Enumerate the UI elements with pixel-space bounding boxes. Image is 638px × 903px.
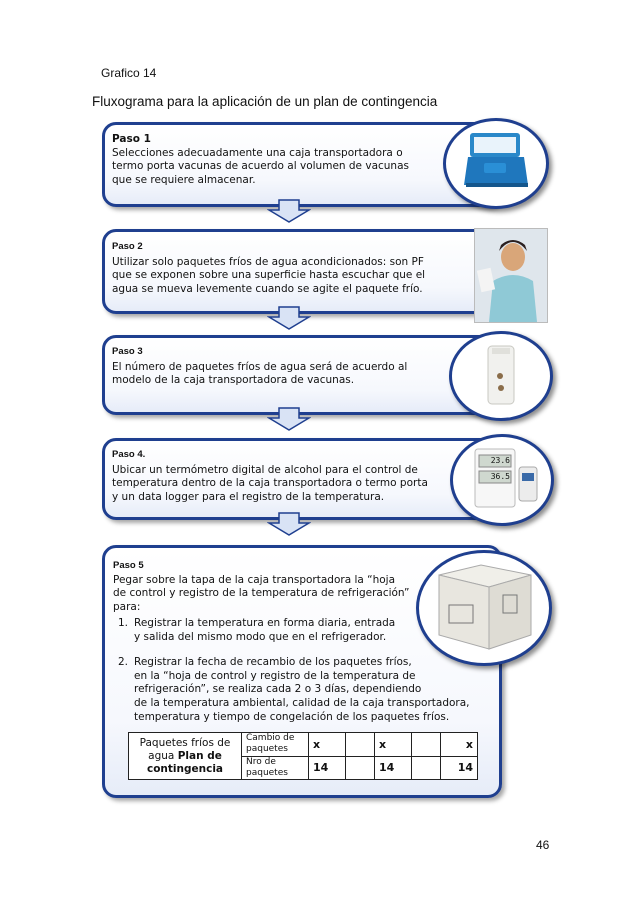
table-cell: 14 [375, 756, 412, 780]
table-cell [412, 756, 441, 780]
cooler-box-image [443, 118, 549, 209]
table-cell: x [309, 733, 346, 757]
step-5-list [110, 617, 470, 724]
table-row [129, 733, 478, 757]
table-cell: x [375, 733, 412, 757]
step-4-label: Paso 4. [112, 449, 146, 460]
thermometer-reading-1: 23.6 [490, 456, 510, 465]
arrow-down-icon [267, 407, 311, 431]
thermometer-datalogger-image [450, 434, 554, 526]
step-2-text: Utilizar solo paquetes fríos de agua acondicionados: son PF que se exponen sobre una superficie hasta escuchar que el agua se mueva levemente cuando se agite el paquete frío. [112, 256, 426, 295]
figure-caption: Grafico 14 [101, 66, 157, 80]
table-cell [412, 733, 441, 757]
nurse-photo [474, 228, 548, 323]
page-number: 46 [536, 838, 550, 852]
table-cell: 14 [309, 756, 346, 780]
step-3-label: Paso 3 [112, 346, 143, 357]
table-cell: 14 [441, 756, 478, 780]
plan-table [128, 732, 478, 780]
step-5-label: Paso 5 [113, 560, 144, 571]
arrow-down-icon [267, 199, 311, 223]
figure-title: Fluxograma para la aplicación de un plan de contingencia [92, 94, 438, 109]
list-item: 1. Registrar la temperatura en forma diaria, entrada y salida del mismo modo que en el refrigerador. [118, 617, 396, 643]
transport-box-image [416, 550, 552, 666]
thermometer-reading-2: 36.5 [490, 472, 510, 481]
step-3-text: El número de paquetes fríos de agua será de acuerdo al modelo de la caja transportadora de vacunas. [112, 361, 408, 387]
cold-pack-image [449, 331, 553, 421]
step-2-label: Paso 2 [112, 241, 143, 252]
table-cell [346, 733, 375, 757]
table-cell: Cambio de paquetes [242, 733, 309, 757]
step-5-text: Pegar sobre la tapa de la caja transportadora la “hoja de control y registro de la temperatura de refrigeración” para: [113, 574, 410, 613]
table-cell: x [441, 733, 478, 757]
arrow-down-icon [267, 512, 311, 536]
arrow-down-icon [267, 306, 311, 330]
table-cell [346, 756, 375, 780]
table-cell: Nro de paquetes [242, 756, 309, 780]
step-1-text: Selecciones adecuadamente una caja transportadora o termo porta vacunas de acuerdo al volumen de vacunas que se requiere almacenar. [112, 147, 409, 186]
plan-table-label: Paquetes fríos de agua Plan de contingencia [129, 733, 242, 780]
step-4-text: Ubicar un termómetro digital de alcohol para el control de temperatura dentro de la caja transportadora o termo porta y un data logger para el registro de la temperatura. [112, 464, 428, 503]
list-item: 2. Registrar la fecha de recambio de los paquetes fríos, en la “hoja de control y registro de la temperatura de refrigeración”, se realiza cada 2 o 3 días, dependiendo de la temperatura ambiental, calidad de la caja transportadora, temperatura y tiempo de congelación de los paquetes fríos. [118, 656, 470, 723]
step-1-label: Paso 1 [112, 133, 151, 145]
